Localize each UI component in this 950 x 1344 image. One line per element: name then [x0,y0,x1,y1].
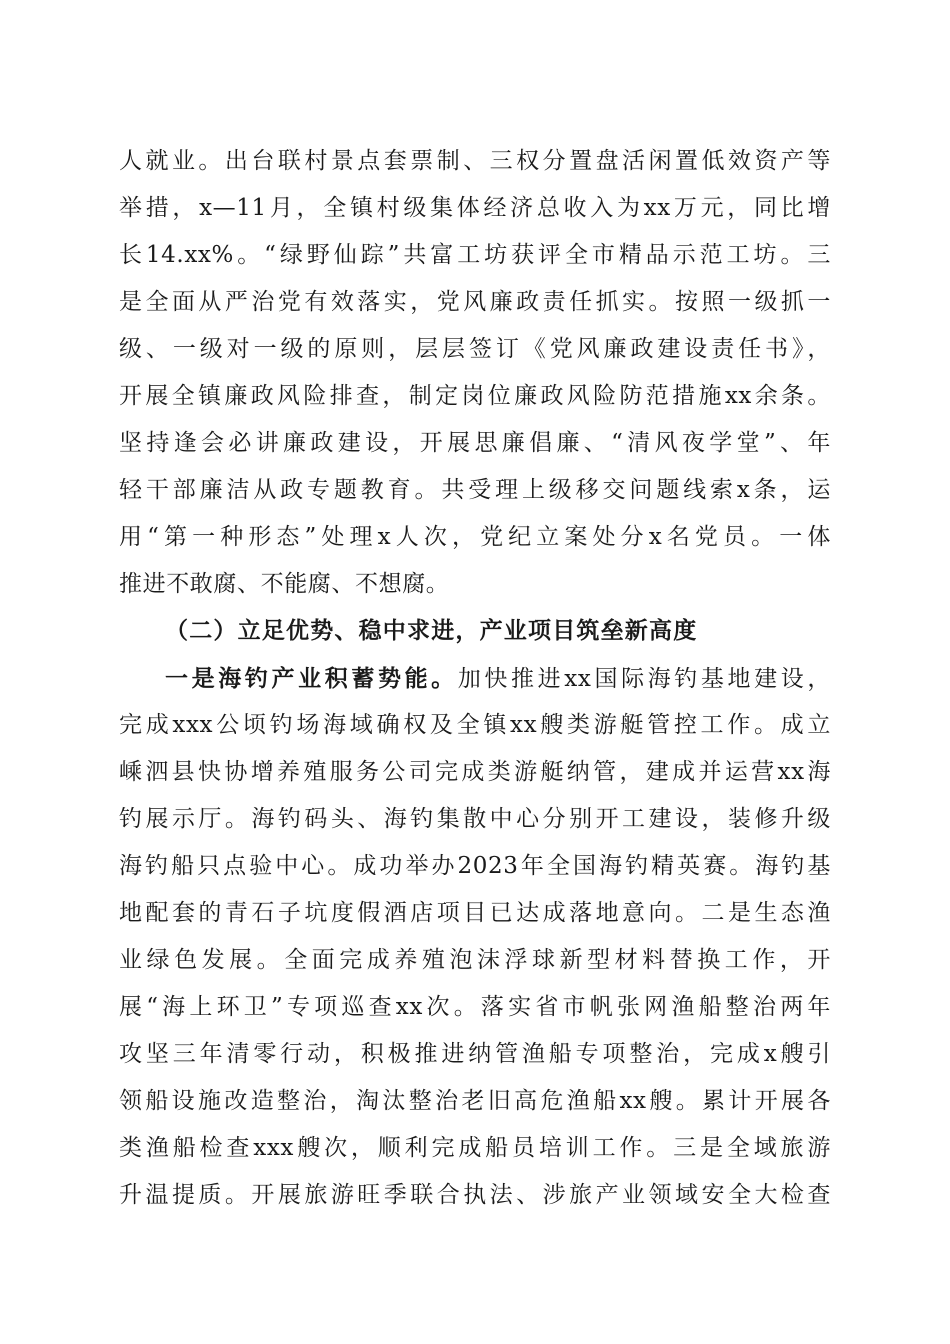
lead-line-rest: 加快推进xx国际海钓基地建设， [457,666,831,692]
paragraph-line: 推进不敢腐、不能腐、不想腐。 [119,571,450,597]
paragraph-line: 攻坚三年清零行动，积极推进纳管渔船专项整治，完成x艘引 [119,1041,831,1067]
paragraph-line: 是全面从严治党有效落实，党风廉政责任抓实。按照一级抓一 [119,289,831,315]
paragraph-line: 举措，x—11月，全镇村级集体经济总收入为xx万元，同比增 [119,195,831,221]
paragraph-line: 坚持逢会必讲廉政建设，开展思廉倡廉、“清风夜学堂”、年 [119,430,831,456]
paragraph-line: 钓展示厅。海钓码头、海钓集散中心分别开工建设，装修升级 [119,806,831,832]
paragraph-line: 完成xxx公顷钓场海域确权及全镇xx艘类游艇管控工作。成立 [119,712,831,738]
paragraph-line: 类渔船检查xxx艘次，顺利完成船员培训工作。三是全域旅游 [119,1135,831,1161]
paragraph-first-line [119,655,831,702]
paragraph-line: 升温提质。开展旅游旺季联合执法、涉旅产业领域安全大检查 [119,1182,831,1208]
paragraph-line: 海钓船只点验中心。成功举办2023年全国海钓精英赛。海钓基 [119,853,831,879]
bold-lead-phrase: 一是海钓产业积蓄势能。 [165,665,458,692]
paragraph-line: 长14.xx%。“绿野仙踪”共富工坊获评全市精品示范工坊。三 [119,242,831,268]
section-heading: （二）立足优势、稳中求进，产业项目筑垒新高度 [165,618,698,644]
paragraph-line: 轻干部廉洁从政专题教育。共受理上级移交问题线索x条，运 [119,477,831,503]
paragraph-line: 用“第一种形态”处理x人次，党纪立案处分x名党员。一体 [119,524,831,550]
paragraph-line: 开展全镇廉政风险排查，制定岗位廉政风险防范措施xx余条。 [119,383,831,409]
paragraph-line: 展“海上环卫”专项巡查xx次。落实省市帆张网渔船整治两年 [119,994,831,1020]
paragraph-line: 业绿色发展。全面完成养殖泡沫浮球新型材料替换工作，开 [119,947,831,973]
paragraph-line: 嵊泗县快协增养殖服务公司完成类游艇纳管，建成并运营xx海 [119,759,831,785]
paragraph-line: 人就业。出台联村景点套票制、三权分置盘活闲置低效资产等 [119,148,831,174]
paragraph-line: 地配套的青石子坑度假酒店项目已达成落地意向。二是生态渔 [119,900,831,926]
paragraph-line: 领船设施改造整治，淘汰整治老旧高危渔船xx艘。累计开展各 [119,1088,831,1114]
paragraph-line: 级、一级对一级的原则，层层签订《党风廉政建设责任书》， [119,336,831,362]
document-body [119,138,831,1219]
